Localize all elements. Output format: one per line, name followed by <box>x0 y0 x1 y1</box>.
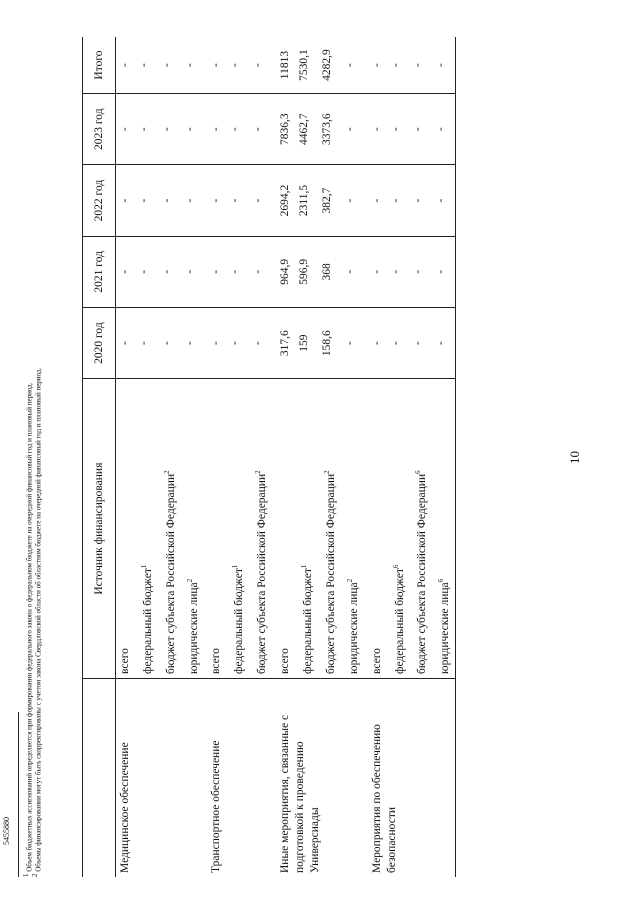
table-row <box>272 37 295 877</box>
value-cell: - <box>432 165 455 236</box>
value-cell: - <box>158 307 181 378</box>
value-cell: - <box>249 236 272 307</box>
measure-name: Медицинское обеспечение <box>119 742 131 873</box>
source-cell <box>158 379 181 679</box>
value-cell: - <box>249 94 272 165</box>
source-cell <box>387 379 410 679</box>
header-cell: Источник финансирования <box>83 379 116 679</box>
value-cell: 317,6 <box>272 307 295 378</box>
value-cell: 7530,1 <box>295 37 318 94</box>
value-cell: - <box>116 94 136 165</box>
value-cell: - <box>341 37 364 94</box>
value-cell: - <box>181 37 204 94</box>
value-cell: - <box>364 307 387 378</box>
value-cell: - <box>432 236 455 307</box>
value-cell: 4282,9 <box>318 37 341 94</box>
footnote-ref: 2 <box>345 578 354 583</box>
source-text: федеральный бюджет <box>233 568 246 674</box>
document-id: 5455880 <box>2 817 11 845</box>
source-cell <box>135 379 158 679</box>
value-cell: - <box>158 94 181 165</box>
value-cell: - <box>135 165 158 236</box>
value-cell: - <box>387 236 410 307</box>
table-row <box>364 37 387 877</box>
value-cell: 368 <box>318 236 341 307</box>
value-cell: 4462,7 <box>295 94 318 165</box>
value-cell: - <box>387 94 410 165</box>
value-cell: - <box>341 307 364 378</box>
value-cell: - <box>249 37 272 94</box>
value-cell: - <box>181 236 204 307</box>
value-cell: - <box>409 94 432 165</box>
footnote-ref: 2 <box>185 578 194 583</box>
footnote-ref: 2 <box>162 470 171 474</box>
source-text: федеральный бюджет <box>301 568 314 674</box>
footnote-1: $^1$ Объем бюджетных ассигнований определяется при формировании федерального закона о федеральном бюджете на очередной финансовый год и плановый период. <box>22 382 34 877</box>
footnote-2-text: Объемы финансирования могут быть скорректированы с учетом закона Свердловской области об областном бюджете на очередной финансовый год и плановый период. <box>34 367 43 872</box>
header-cell: 2021 год <box>83 236 116 307</box>
value-cell: - <box>387 307 410 378</box>
value-cell: - <box>116 37 136 94</box>
footnote-ref: 1 <box>231 564 240 569</box>
value-cell: - <box>203 37 226 94</box>
measure-name: Иные мероприятия, связанные с подготовкой к проведению Универсиады <box>279 714 322 873</box>
value-cell: - <box>158 37 181 94</box>
value-cell: - <box>116 236 136 307</box>
table-row <box>203 37 226 877</box>
header-cell: 2022 год <box>83 165 116 236</box>
measure-name: Транспортное обеспечение <box>210 740 223 873</box>
financing-table <box>82 37 456 877</box>
source-text: бюджет субъекта Российской Федерации <box>416 473 429 674</box>
source-text: юридические лица <box>347 582 360 674</box>
value-cell: - <box>226 236 249 307</box>
value-cell: - <box>181 165 204 236</box>
value-cell: - <box>226 94 249 165</box>
footnote-2: $^2$ Объемы финансирования могут быть скорректированы с учетом закона Свердловской области об областном бюджете на очередной финансовый год и плановый период. <box>31 367 43 877</box>
source-cell <box>116 379 136 679</box>
value-cell: 596,9 <box>295 236 318 307</box>
footnote-divider <box>18 712 19 877</box>
source-cell <box>295 379 318 679</box>
measure-name: Мероприятия по обеспечению безопасности <box>370 724 398 873</box>
header-cell: 2023 год <box>83 94 116 165</box>
value-cell: - <box>432 307 455 378</box>
header-cell: 2020 год <box>83 307 116 378</box>
value-cell: - <box>387 165 410 236</box>
source-cell <box>364 379 387 679</box>
footnote-ref: 6 <box>437 578 446 583</box>
source-cell <box>226 379 249 679</box>
source-text: всего <box>279 648 292 674</box>
source-text: федеральный бюджет <box>393 568 406 674</box>
source-text: бюджет субъекта Российской Федерации <box>256 473 269 674</box>
source-cell <box>318 379 341 679</box>
source-cell <box>203 379 226 679</box>
value-cell: - <box>203 94 226 165</box>
table-header-row <box>83 37 116 877</box>
value-cell: - <box>364 165 387 236</box>
value-cell: 382,7 <box>318 165 341 236</box>
value-cell: - <box>158 236 181 307</box>
value-cell: - <box>203 236 226 307</box>
value-cell: 964,9 <box>272 236 295 307</box>
footnote-ref: 6 <box>391 564 400 569</box>
value-cell: - <box>409 307 432 378</box>
value-cell: - <box>341 236 364 307</box>
value-cell: 7836,3 <box>272 94 295 165</box>
source-cell <box>409 379 432 679</box>
value-cell: - <box>181 94 204 165</box>
source-cell <box>341 379 364 679</box>
value-cell: - <box>226 165 249 236</box>
value-cell: 2694,2 <box>272 165 295 236</box>
source-text: юридические лица <box>439 582 452 674</box>
source-text: федеральный бюджет <box>141 568 154 674</box>
value-cell: 158,6 <box>318 307 341 378</box>
source-cell <box>181 379 204 679</box>
value-cell: - <box>158 165 181 236</box>
value-cell: - <box>364 37 387 94</box>
source-text: всего <box>370 648 383 674</box>
value-cell: - <box>249 307 272 378</box>
footnote-ref: 1 <box>300 564 309 569</box>
value-cell: - <box>116 307 136 378</box>
value-cell: - <box>364 94 387 165</box>
value-cell: - <box>135 236 158 307</box>
value-cell: - <box>135 94 158 165</box>
footnote-ref: 1 <box>140 564 148 569</box>
source-text: всего <box>210 648 223 674</box>
source-text: бюджет субъекта Российской Федерации <box>164 473 177 674</box>
value-cell: 3373,6 <box>318 94 341 165</box>
source-cell <box>432 379 455 679</box>
value-cell: - <box>226 37 249 94</box>
value-cell: - <box>409 37 432 94</box>
value-cell: - <box>432 94 455 165</box>
footnote-ref: 6 <box>414 470 423 474</box>
value-cell: - <box>203 165 226 236</box>
source-text: юридические лица <box>187 582 200 674</box>
value-cell: - <box>116 165 136 236</box>
source-cell <box>272 379 295 679</box>
header-blank <box>83 679 116 878</box>
footnote-ref: 2 <box>254 470 263 474</box>
value-cell: - <box>364 236 387 307</box>
value-cell: - <box>135 307 158 378</box>
value-cell: - <box>341 94 364 165</box>
table-row <box>116 37 136 877</box>
value-cell: - <box>432 37 455 94</box>
value-cell: - <box>203 307 226 378</box>
value-cell: 11813 <box>272 37 295 94</box>
footnote-1-text: Объем бюджетных ассигнований определяется при формировании федерального закона о федеральном бюджете на очередной финансовый год и плановый период. <box>25 382 34 872</box>
header-cell: Итого <box>83 37 116 94</box>
source-cell <box>249 379 272 679</box>
footnote-ref: 2 <box>322 470 331 474</box>
value-cell: - <box>387 37 410 94</box>
page-number: 10 <box>567 451 582 464</box>
value-cell: - <box>226 307 249 378</box>
value-cell: - <box>409 165 432 236</box>
value-cell: - <box>181 307 204 378</box>
value-cell: - <box>341 165 364 236</box>
value-cell: - <box>135 37 158 94</box>
value-cell: 159 <box>295 307 318 378</box>
source-text: всего <box>119 648 131 674</box>
value-cell: - <box>249 165 272 236</box>
value-cell: 2311,5 <box>295 165 318 236</box>
value-cell: - <box>409 236 432 307</box>
source-text: бюджет субъекта Российской Федерации <box>324 473 337 674</box>
